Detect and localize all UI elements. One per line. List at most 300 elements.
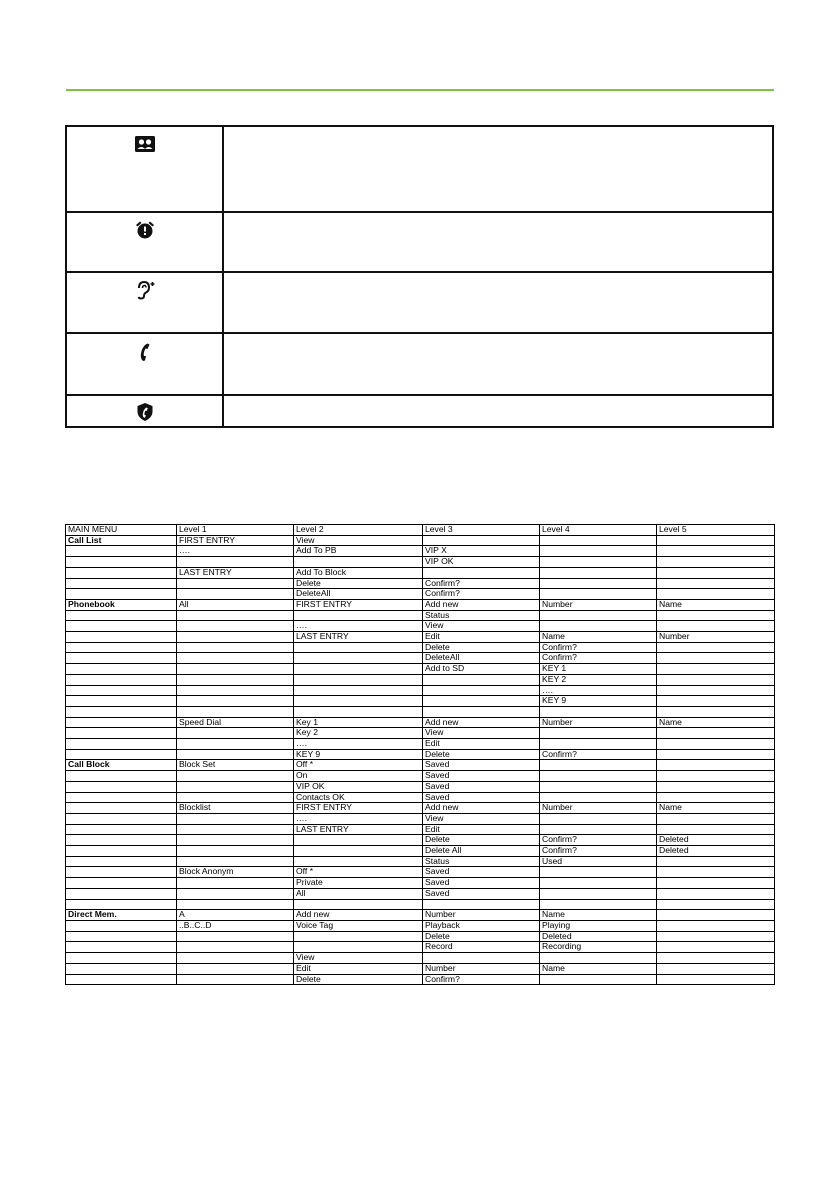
table-row — [66, 856, 775, 867]
level-3-cell: VIP X — [423, 546, 540, 557]
main-menu-cell — [66, 642, 177, 653]
level-1-cell — [177, 557, 294, 568]
level-1-cell — [177, 974, 294, 985]
level-3-cell — [423, 685, 540, 696]
level-1-cell — [177, 642, 294, 653]
main-menu-cell — [66, 653, 177, 664]
level-4-cell — [540, 610, 657, 621]
main-menu-cell — [66, 589, 177, 600]
table-row — [66, 974, 775, 985]
table-row — [66, 920, 775, 931]
main-menu-cell — [66, 706, 177, 717]
level-2-cell — [294, 835, 423, 846]
level-3-cell — [423, 696, 540, 707]
level-3-cell: Number — [423, 910, 540, 921]
level-1-cell: …. — [177, 546, 294, 557]
level-3-cell: View — [423, 728, 540, 739]
level-1-cell: Blocklist — [177, 803, 294, 814]
main-menu-cell — [66, 771, 177, 782]
level-2-cell: Delete — [294, 974, 423, 985]
main-menu-cell: Call List — [66, 535, 177, 546]
main-menu-cell — [66, 632, 177, 643]
level-1-cell — [177, 953, 294, 964]
level-1-cell — [177, 781, 294, 792]
level-3-cell: Confirm? — [423, 974, 540, 985]
level-2-cell: VIP OK — [294, 781, 423, 792]
level-5-cell — [657, 642, 775, 653]
table-row — [66, 781, 775, 792]
level-5-cell — [657, 931, 775, 942]
level-3-cell: Edit — [423, 824, 540, 835]
level-4-cell — [540, 792, 657, 803]
level-2-cell — [294, 685, 423, 696]
level-3-cell: Saved — [423, 878, 540, 889]
level-3-cell: View — [423, 813, 540, 824]
level-2-cell — [294, 899, 423, 910]
level-2-cell: On — [294, 771, 423, 782]
level-4-cell: Number — [540, 599, 657, 610]
level-4-cell — [540, 728, 657, 739]
level-2-cell: Add To PB — [294, 546, 423, 557]
level-4-cell: Confirm? — [540, 749, 657, 760]
level-1-cell — [177, 749, 294, 760]
table-row — [66, 888, 775, 899]
level-2-cell — [294, 856, 423, 867]
level-1-cell — [177, 942, 294, 953]
table-row — [66, 931, 775, 942]
main-menu-cell — [66, 685, 177, 696]
level-5-cell — [657, 760, 775, 771]
level-2-cell: DeleteAll — [294, 589, 423, 600]
level-5-cell — [657, 567, 775, 578]
main-menu-cell — [66, 696, 177, 707]
level-3-cell — [423, 706, 540, 717]
level-3-cell: Status — [423, 856, 540, 867]
level-5-cell — [657, 824, 775, 835]
level-1-cell: A — [177, 910, 294, 921]
level-3-cell: Saved — [423, 771, 540, 782]
level-3-cell: Delete — [423, 835, 540, 846]
level-5-cell — [657, 856, 775, 867]
main-menu-cell — [66, 717, 177, 728]
header-divider — [66, 89, 774, 91]
main-menu-cell: Direct Mem. — [66, 910, 177, 921]
level-5-cell — [657, 813, 775, 824]
table-row — [66, 674, 775, 685]
level-4-cell: Name — [540, 632, 657, 643]
level-4-cell — [540, 888, 657, 899]
icon-description — [223, 272, 773, 333]
level-4-cell — [540, 824, 657, 835]
level-4-cell — [540, 953, 657, 964]
table-row — [66, 771, 775, 782]
level-3-cell: View — [423, 621, 540, 632]
menu-structure-table — [65, 524, 775, 985]
icon-description — [223, 212, 773, 272]
level-5-cell — [657, 963, 775, 974]
table-row — [66, 867, 775, 878]
level-1-cell — [177, 610, 294, 621]
main-menu-cell — [66, 953, 177, 964]
level-1-cell — [177, 674, 294, 685]
level-2-cell — [294, 610, 423, 621]
level-1-cell — [177, 578, 294, 589]
level-2-cell: Off * — [294, 760, 423, 771]
level-3-cell: DeleteAll — [423, 653, 540, 664]
level-5-cell: Deleted — [657, 846, 775, 857]
level-4-cell: Deleted — [540, 931, 657, 942]
level-4-cell — [540, 621, 657, 632]
table-row — [66, 835, 775, 846]
level-4-cell: Name — [540, 910, 657, 921]
level-3-cell: Saved — [423, 792, 540, 803]
main-menu-cell — [66, 578, 177, 589]
level-3-cell: Add new — [423, 717, 540, 728]
main-menu-cell — [66, 664, 177, 675]
main-menu-cell — [66, 749, 177, 760]
table-row — [66, 910, 775, 921]
icon-description — [223, 395, 773, 427]
level-5-cell — [657, 749, 775, 760]
level-5-cell — [657, 728, 775, 739]
level-3-cell — [423, 535, 540, 546]
call-block-shield-icon — [134, 402, 156, 422]
main-menu-cell — [66, 567, 177, 578]
level-5-cell — [657, 696, 775, 707]
icon-legend-table — [65, 125, 774, 428]
level-1-cell — [177, 792, 294, 803]
level-5-cell — [657, 792, 775, 803]
level-3-cell — [423, 567, 540, 578]
level-1-cell: ..B..C..D — [177, 920, 294, 931]
main-menu-cell — [66, 899, 177, 910]
level-4-cell: …. — [540, 685, 657, 696]
level-4-cell — [540, 546, 657, 557]
level-5-cell — [657, 589, 775, 600]
level-5-cell — [657, 899, 775, 910]
level-5-cell — [657, 888, 775, 899]
level-2-cell: Voice Tag — [294, 920, 423, 931]
level-2-cell — [294, 696, 423, 707]
level-5-cell: Name — [657, 599, 775, 610]
level-5-cell — [657, 578, 775, 589]
main-menu-cell — [66, 803, 177, 814]
column-header: Level 2 — [294, 525, 423, 536]
table-row — [66, 813, 775, 824]
level-5-cell — [657, 546, 775, 557]
main-menu-cell — [66, 974, 177, 985]
table-row — [66, 739, 775, 750]
main-menu-cell — [66, 610, 177, 621]
level-2-cell: KEY 9 — [294, 749, 423, 760]
level-2-cell: Edit — [294, 963, 423, 974]
main-menu-cell — [66, 846, 177, 857]
level-5-cell — [657, 953, 775, 964]
level-1-cell — [177, 621, 294, 632]
level-1-cell — [177, 856, 294, 867]
table-row — [66, 792, 775, 803]
level-4-cell: KEY 1 — [540, 664, 657, 675]
level-2-cell — [294, 557, 423, 568]
level-3-cell: Confirm? — [423, 578, 540, 589]
level-1-cell — [177, 846, 294, 857]
level-2-cell: LAST ENTRY — [294, 824, 423, 835]
level-1-cell — [177, 728, 294, 739]
level-4-cell — [540, 878, 657, 889]
icon-legend-row — [66, 395, 773, 427]
level-5-cell: Name — [657, 717, 775, 728]
table-row — [66, 664, 775, 675]
level-3-cell: Number — [423, 963, 540, 974]
level-2-cell — [294, 653, 423, 664]
main-menu-cell — [66, 856, 177, 867]
main-menu-cell — [66, 888, 177, 899]
icon-description — [223, 126, 773, 212]
level-5-cell — [657, 610, 775, 621]
level-5-cell — [657, 878, 775, 889]
level-3-cell: Delete — [423, 749, 540, 760]
level-2-cell: Key 2 — [294, 728, 423, 739]
icon-legend-row — [66, 212, 773, 272]
level-5-cell: Name — [657, 803, 775, 814]
level-1-cell: FIRST ENTRY — [177, 535, 294, 546]
table-row — [66, 567, 775, 578]
level-5-cell — [657, 535, 775, 546]
level-3-cell: Saved — [423, 760, 540, 771]
main-menu-cell — [66, 792, 177, 803]
level-1-cell — [177, 813, 294, 824]
level-4-cell: Number — [540, 717, 657, 728]
table-row — [66, 599, 775, 610]
main-menu-cell — [66, 835, 177, 846]
icon-cell — [66, 126, 223, 212]
icon-legend-row — [66, 333, 773, 395]
icon-cell — [66, 212, 223, 272]
level-3-cell: VIP OK — [423, 557, 540, 568]
level-5-cell — [657, 664, 775, 675]
level-4-cell: KEY 9 — [540, 696, 657, 707]
level-3-cell: Add new — [423, 599, 540, 610]
level-1-cell — [177, 888, 294, 899]
level-4-cell — [540, 899, 657, 910]
level-4-cell — [540, 781, 657, 792]
level-1-cell — [177, 706, 294, 717]
level-2-cell — [294, 942, 423, 953]
table-row — [66, 589, 775, 600]
table-row — [66, 621, 775, 632]
level-3-cell: Playback — [423, 920, 540, 931]
alarm-clock-icon — [134, 220, 156, 240]
main-menu-cell — [66, 813, 177, 824]
level-2-cell — [294, 931, 423, 942]
level-5-cell — [657, 706, 775, 717]
level-3-cell: Delete All — [423, 846, 540, 857]
level-3-cell: Edit — [423, 739, 540, 750]
level-3-cell: Delete — [423, 642, 540, 653]
table-row — [66, 760, 775, 771]
level-5-cell: Number — [657, 632, 775, 643]
main-menu-cell — [66, 557, 177, 568]
table-row — [66, 535, 775, 546]
level-2-cell: Delete — [294, 578, 423, 589]
main-menu-cell — [66, 931, 177, 942]
level-4-cell — [540, 535, 657, 546]
level-4-cell: Used — [540, 856, 657, 867]
main-menu-cell: Call Block — [66, 760, 177, 771]
level-4-cell — [540, 760, 657, 771]
column-header: MAIN MENU — [66, 525, 177, 536]
level-3-cell: Delete — [423, 931, 540, 942]
level-5-cell — [657, 674, 775, 685]
level-4-cell — [540, 974, 657, 985]
level-5-cell — [657, 920, 775, 931]
level-1-cell — [177, 589, 294, 600]
column-header: Level 4 — [540, 525, 657, 536]
level-1-cell — [177, 632, 294, 643]
level-3-cell — [423, 953, 540, 964]
level-1-cell: All — [177, 599, 294, 610]
table-row — [66, 546, 775, 557]
table-row — [66, 632, 775, 643]
level-3-cell: Status — [423, 610, 540, 621]
level-3-cell: Confirm? — [423, 589, 540, 600]
level-1-cell — [177, 963, 294, 974]
main-menu-cell — [66, 674, 177, 685]
level-3-cell: Saved — [423, 867, 540, 878]
level-2-cell: All — [294, 888, 423, 899]
icon-cell — [66, 272, 223, 333]
level-2-cell — [294, 846, 423, 857]
main-menu-cell: Phonebook — [66, 599, 177, 610]
level-5-cell — [657, 771, 775, 782]
icon-legend-row — [66, 126, 773, 212]
table-row — [66, 696, 775, 707]
level-5-cell — [657, 685, 775, 696]
level-2-cell: Contacts OK — [294, 792, 423, 803]
table-header-row — [66, 525, 775, 536]
icon-cell — [66, 395, 223, 427]
level-2-cell: Key 1 — [294, 717, 423, 728]
level-4-cell: Confirm? — [540, 846, 657, 857]
level-2-cell: Add new — [294, 910, 423, 921]
level-1-cell: Block Anonym — [177, 867, 294, 878]
main-menu-cell — [66, 739, 177, 750]
level-5-cell: Deleted — [657, 835, 775, 846]
level-4-cell — [540, 813, 657, 824]
level-4-cell — [540, 578, 657, 589]
level-5-cell — [657, 910, 775, 921]
icon-cell — [66, 333, 223, 395]
level-4-cell — [540, 739, 657, 750]
table-row — [66, 578, 775, 589]
level-2-cell — [294, 642, 423, 653]
hearing-boost-icon — [134, 280, 156, 300]
level-2-cell — [294, 674, 423, 685]
table-row — [66, 610, 775, 621]
main-menu-cell — [66, 920, 177, 931]
table-row — [66, 717, 775, 728]
level-4-cell: KEY 2 — [540, 674, 657, 685]
table-row — [66, 728, 775, 739]
level-5-cell — [657, 621, 775, 632]
table-row — [66, 803, 775, 814]
phone-handset-icon — [134, 342, 156, 362]
table-row — [66, 953, 775, 964]
level-5-cell — [657, 867, 775, 878]
main-menu-cell — [66, 824, 177, 835]
level-4-cell: Number — [540, 803, 657, 814]
table-row — [66, 878, 775, 889]
icon-legend-row — [66, 272, 773, 333]
level-3-cell: Record — [423, 942, 540, 953]
column-header: Level 1 — [177, 525, 294, 536]
level-1-cell — [177, 878, 294, 889]
table-row — [66, 899, 775, 910]
level-1-cell — [177, 739, 294, 750]
table-row — [66, 642, 775, 653]
column-header: Level 5 — [657, 525, 775, 536]
level-1-cell — [177, 685, 294, 696]
table-row — [66, 653, 775, 664]
level-1-cell: Speed Dial — [177, 717, 294, 728]
level-4-cell: Playing — [540, 920, 657, 931]
level-4-cell — [540, 557, 657, 568]
level-4-cell — [540, 771, 657, 782]
level-1-cell — [177, 664, 294, 675]
level-2-cell: …. — [294, 621, 423, 632]
table-row — [66, 557, 775, 568]
table-row — [66, 824, 775, 835]
level-4-cell: Name — [540, 963, 657, 974]
main-menu-cell — [66, 867, 177, 878]
main-menu-cell — [66, 878, 177, 889]
level-2-cell: View — [294, 535, 423, 546]
level-2-cell — [294, 706, 423, 717]
level-3-cell: Edit — [423, 632, 540, 643]
level-4-cell: Recording — [540, 942, 657, 953]
level-3-cell — [423, 899, 540, 910]
level-2-cell: View — [294, 953, 423, 964]
table-row — [66, 706, 775, 717]
level-1-cell — [177, 899, 294, 910]
level-2-cell: FIRST ENTRY — [294, 599, 423, 610]
table-row — [66, 685, 775, 696]
level-2-cell — [294, 664, 423, 675]
level-2-cell: …. — [294, 813, 423, 824]
level-5-cell — [657, 557, 775, 568]
level-3-cell: Saved — [423, 888, 540, 899]
level-3-cell — [423, 674, 540, 685]
main-menu-cell — [66, 942, 177, 953]
column-header: Level 3 — [423, 525, 540, 536]
level-3-cell: Saved — [423, 781, 540, 792]
main-menu-cell — [66, 728, 177, 739]
level-1-cell: Block Set — [177, 760, 294, 771]
level-5-cell — [657, 739, 775, 750]
level-5-cell — [657, 653, 775, 664]
level-1-cell — [177, 696, 294, 707]
icon-description — [223, 333, 773, 395]
level-1-cell — [177, 931, 294, 942]
level-2-cell: …. — [294, 739, 423, 750]
main-menu-cell — [66, 781, 177, 792]
level-1-cell — [177, 771, 294, 782]
level-5-cell — [657, 974, 775, 985]
table-row — [66, 846, 775, 857]
level-4-cell — [540, 867, 657, 878]
contact-card-icon — [134, 135, 156, 153]
level-2-cell: FIRST ENTRY — [294, 803, 423, 814]
